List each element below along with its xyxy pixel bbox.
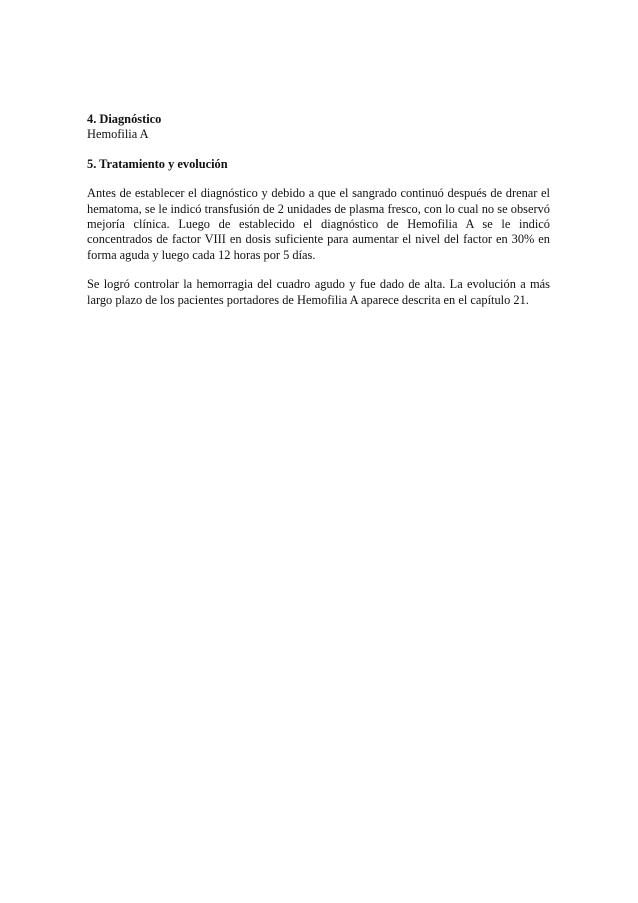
section-tratamiento bbox=[87, 157, 550, 172]
diagnosis-text: Hemofilia A bbox=[87, 127, 149, 142]
section-diagnostico bbox=[87, 112, 550, 143]
treatment-paragraph-2: Se logró controlar la hemorragia del cuadro agudo y fue dado de alta. La evolución a más largo plazo de los pacientes portadores de Hemofilia A aparece descrita en el capítulo 21. bbox=[87, 277, 550, 307]
section-heading-tratamiento: 5. Tratamiento y evolución bbox=[87, 156, 228, 171]
section-heading-diagnostico: 4. Diagnóstico bbox=[87, 112, 162, 126]
document-body bbox=[87, 112, 550, 322]
treatment-paragraph-1: Antes de establecer el diagnóstico y debido a que el sangrado continuó después de drenar el hematoma, se le indicó transfusión de 2 unidades de plasma fresco, con lo cual no se observó mejoría clínica. Luego de establecido el diagnóstico de Hemofilia A se le indicó concentrados de factor VIII en dosis suficiente para aumentar el nivel del factor en 30% en forma aguda y luego cada 12 horas por 5 días. bbox=[87, 186, 550, 262]
